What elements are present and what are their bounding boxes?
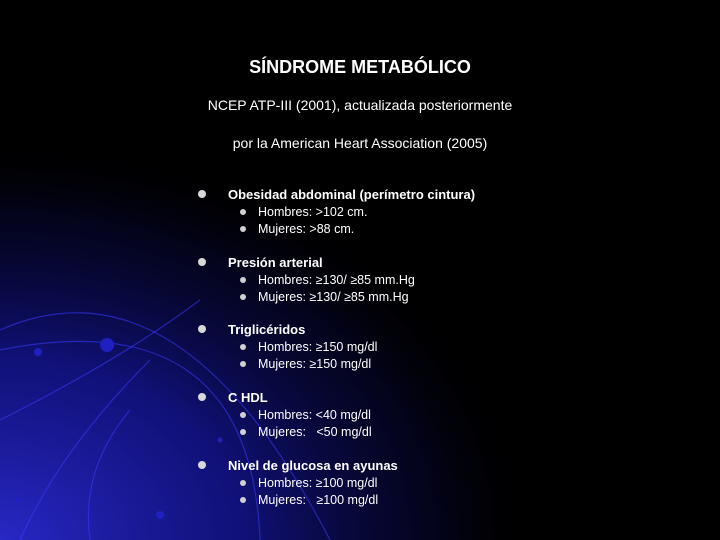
criterion-women: [240, 425, 372, 439]
slide-subtitle-line2: por la American Heart Association (2005): [232, 135, 488, 151]
criterion-women-text: Mujeres: ≥100 mg/dl: [258, 493, 379, 507]
criterion-men: [240, 476, 377, 490]
criterion-men: [240, 273, 415, 287]
criterion-women: [240, 222, 354, 236]
criterion-men: [240, 340, 377, 354]
criterion-women: [240, 493, 378, 507]
bullet-icon: [198, 461, 206, 469]
criterion-label: Presión arterial: [228, 255, 323, 270]
criterion-men-text: Hombres: >102 cm.: [258, 205, 368, 219]
slide-title: SÍNDROME METABÓLICO: [249, 57, 471, 77]
criterion-label: Triglicéridos: [228, 322, 306, 337]
criterion-women-text: Mujeres: <50 mg/dl: [258, 425, 372, 439]
criterion-men: [240, 408, 371, 422]
criterion-women: [240, 290, 409, 304]
criterion-label: Obesidad abdominal (perímetro cintura): [228, 187, 476, 202]
slide-subtitle-line1: NCEP ATP-III (2001), actualizada posteriormente: [207, 97, 513, 113]
criterion-men-text: Hombres: ≥130/ ≥85 mm.Hg: [258, 273, 415, 287]
criterion-women-text: Mujeres: ≥150 mg/dl: [258, 357, 372, 371]
sub-bullet-icon: [240, 412, 246, 418]
criterion-label: C HDL: [228, 390, 268, 405]
sub-bullet-icon: [240, 497, 246, 503]
criterion-men-text: Hombres: ≥100 mg/dl: [258, 476, 378, 490]
bullet-icon: [198, 325, 206, 333]
bullet-icon: [198, 190, 206, 198]
sub-bullet-icon: [240, 209, 246, 215]
criterion-label: Nivel de glucosa en ayunas: [228, 458, 398, 473]
sub-bullet-icon: [240, 429, 246, 435]
bullet-icon: [198, 258, 206, 266]
sub-bullet-icon: [240, 294, 246, 300]
criterion-women-text: Mujeres: ≥130/ ≥85 mm.Hg: [258, 290, 409, 304]
sub-bullet-icon: [240, 226, 246, 232]
criterion-women: [240, 357, 371, 371]
criterion-men-text: Hombres: ≥150 mg/dl: [258, 340, 378, 354]
sub-bullet-icon: [240, 344, 246, 350]
sub-bullet-icon: [240, 361, 246, 367]
sub-bullet-icon: [240, 480, 246, 486]
criterion-women-text: Mujeres: >88 cm.: [258, 222, 355, 236]
criterion-men-text: Hombres: <40 mg/dl: [258, 408, 371, 422]
sub-bullet-icon: [240, 277, 246, 283]
bullet-icon: [198, 393, 206, 401]
criterion-men: [240, 205, 367, 219]
